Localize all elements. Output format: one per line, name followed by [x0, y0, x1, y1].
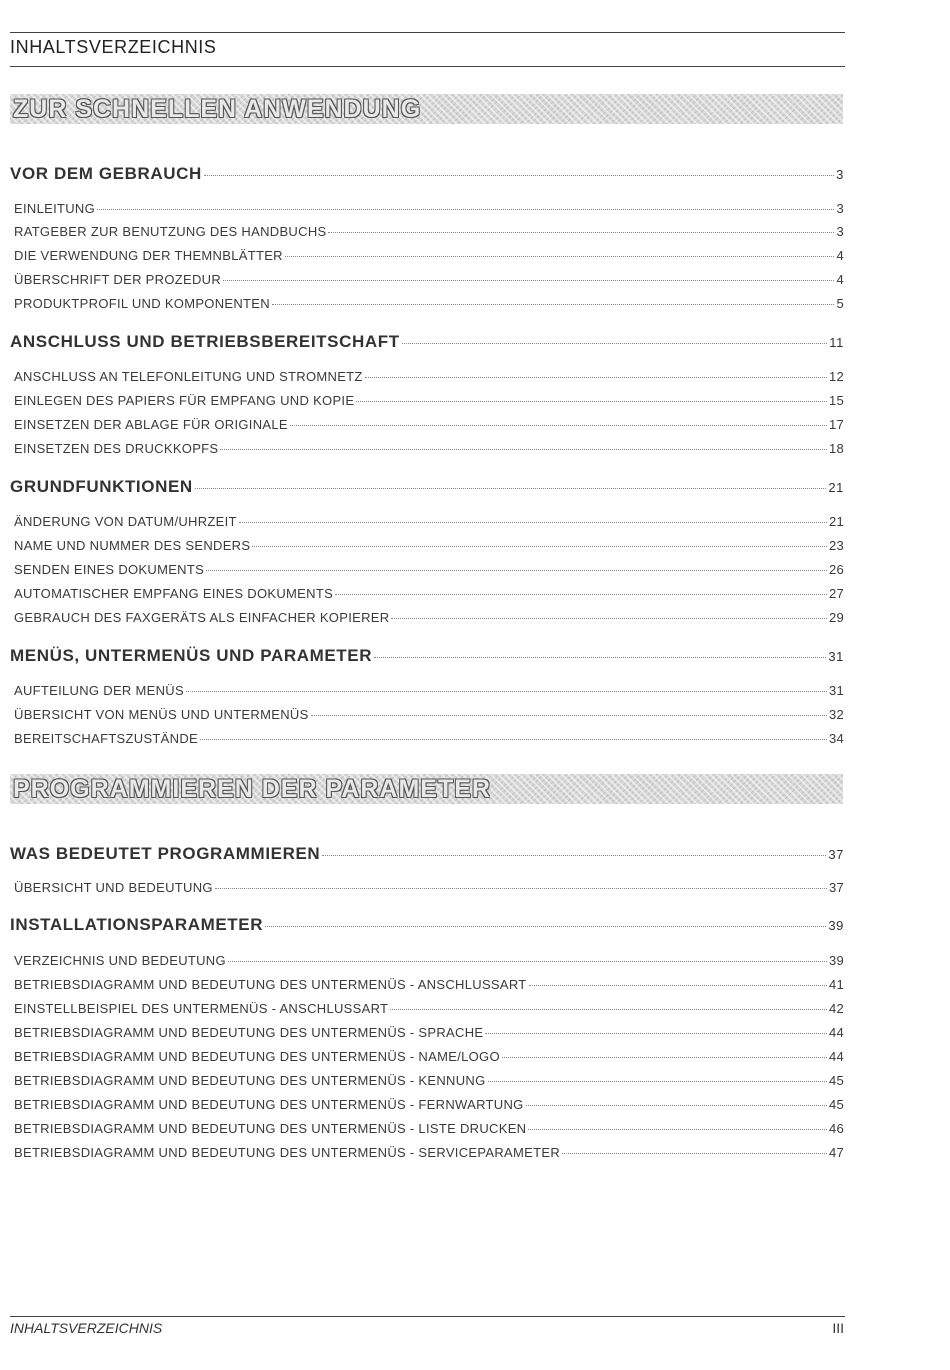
toc-page-number: 3 [836, 167, 844, 182]
toc-page-number: 41 [828, 977, 844, 992]
toc-page-number: 34 [828, 731, 844, 746]
toc-leader [391, 618, 827, 619]
toc-page-number: 31 [828, 649, 844, 664]
toc-entry[interactable] [14, 441, 844, 456]
toc-entry-title: RATGEBER ZUR BENUTZUNG DES HANDBUCHS [14, 224, 327, 239]
toc-leader [272, 304, 835, 305]
toc-entry[interactable] [14, 538, 844, 553]
toc-entry[interactable] [14, 880, 844, 895]
toc-page-number: 44 [828, 1049, 844, 1064]
toc-section[interactable] [10, 332, 844, 352]
toc-entry-title: ÄNDERUNG VON DATUM/UHRZEIT [14, 514, 237, 529]
toc-entry-title: BETRIEBSDIAGRAMM UND BEDEUTUNG DES UNTERMENÜS - NAME/LOGO [14, 1049, 500, 1064]
toc-entry[interactable] [14, 562, 844, 577]
toc-entry[interactable] [14, 977, 844, 992]
toc-page-number: 15 [828, 393, 844, 408]
part-banner-title: ZUR SCHNELLEN ANWENDUNG [13, 95, 422, 123]
toc-page-number: 42 [828, 1001, 844, 1016]
toc-page-number: 5 [836, 296, 844, 311]
toc-entry-title: BETRIEBSDIAGRAMM UND BEDEUTUNG DES UNTERMENÜS - SPRACHE [14, 1025, 484, 1040]
toc-leader [186, 691, 827, 692]
toc-page-number: 39 [828, 918, 844, 933]
toc-page-number: 45 [828, 1097, 844, 1112]
toc-entry-title: EINSETZEN DER ABLAGE FÜR ORIGINALE [14, 417, 288, 432]
toc-page-number: 3 [836, 201, 844, 216]
toc-section[interactable] [10, 164, 844, 184]
toc-section-title: MENÜS, UNTERMENÜS UND PARAMETER [10, 646, 373, 665]
toc-entry-title: BETRIEBSDIAGRAMM UND BEDEUTUNG DES UNTERMENÜS - FERNWARTUNG [14, 1097, 524, 1112]
toc-entry-title: BETRIEBSDIAGRAMM UND BEDEUTUNG DES UNTERMENÜS - LISTE DRUCKEN [14, 1121, 527, 1136]
toc-leader [195, 488, 827, 489]
toc-page-number: 11 [829, 335, 844, 350]
toc-page-number: 45 [828, 1073, 844, 1088]
toc-entry[interactable] [14, 707, 844, 722]
toc-section-title: WAS BEDEUTET PROGRAMMIEREN [10, 844, 321, 863]
toc-page-number: 32 [828, 707, 844, 722]
toc-leader [562, 1153, 827, 1154]
toc-entry-title: ANSCHLUSS AN TELEFONLEITUNG UND STROMNETZ [14, 369, 363, 384]
toc-entry[interactable] [14, 1049, 844, 1064]
toc-page-number: 21 [828, 480, 844, 495]
toc-section-title: INSTALLATIONSPARAMETER [10, 915, 264, 934]
toc-leader [328, 232, 834, 233]
toc-leader [290, 425, 827, 426]
toc-section[interactable] [10, 646, 844, 666]
toc-entry[interactable] [14, 514, 844, 529]
toc-entry[interactable] [14, 201, 844, 216]
toc-entry[interactable] [14, 296, 844, 311]
toc-page-number: 27 [828, 586, 844, 601]
toc-entry-title: AUFTEILUNG DER MENÜS [14, 683, 184, 698]
toc-leader [390, 1009, 827, 1010]
toc-entry-title: EINSETZEN DES DRUCKKOPFS [14, 441, 219, 456]
toc-leader [311, 715, 827, 716]
toc-page-number: 39 [828, 953, 844, 968]
header-rule [10, 66, 845, 67]
toc-leader [285, 256, 835, 257]
toc-entry-title: ÜBERSCHRIFT DER PROZEDUR [14, 272, 222, 287]
toc-leader [228, 961, 827, 962]
toc-entry[interactable] [14, 610, 844, 625]
toc-entry-title: ÜBERSICHT VON MENÜS UND UNTERMENÜS [14, 707, 309, 722]
toc-entry[interactable] [14, 586, 844, 601]
toc-entry[interactable] [14, 393, 844, 408]
toc-leader [529, 985, 827, 986]
toc-page-number: 4 [836, 248, 844, 263]
footer-rule [10, 1316, 845, 1317]
page-footer-title: INHALTSVERZEICHNIS [10, 1320, 163, 1336]
toc-leader [526, 1105, 827, 1106]
toc-entry-title: GEBRAUCH DES FAXGERÄTS ALS EINFACHER KOPIERER [14, 610, 390, 625]
toc-entry-title: EINLEGEN DES PAPIERS FÜR EMPFANG UND KOPIE [14, 393, 355, 408]
toc-entry[interactable] [14, 1025, 844, 1040]
toc-entry-title: BETRIEBSDIAGRAMM UND BEDEUTUNG DES UNTERMENÜS - SERVICEPARAMETER [14, 1145, 561, 1160]
toc-leader [215, 888, 827, 889]
toc-page-number: 21 [828, 514, 844, 529]
toc-entry-title: BETRIEBSDIAGRAMM UND BEDEUTUNG DES UNTERMENÜS - KENNUNG [14, 1073, 486, 1088]
toc-leader [252, 546, 827, 547]
toc-page-number: 44 [828, 1025, 844, 1040]
toc-page-number: 37 [828, 847, 844, 862]
toc-leader [204, 175, 834, 176]
toc-page-number: 23 [828, 538, 844, 553]
toc-entry-title: NAME UND NUMMER DES SENDERS [14, 538, 251, 553]
toc-entry[interactable] [14, 1121, 844, 1136]
toc-page-number: 26 [828, 562, 844, 577]
part-banner-quick-use [10, 94, 843, 124]
toc-leader [265, 926, 826, 927]
toc-entry-title: VERZEICHNIS UND BEDEUTUNG [14, 953, 226, 968]
toc-entry-title: DIE VERWENDUNG DER THEMNBLÄTTER [14, 248, 283, 263]
toc-section-title: VOR DEM GEBRAUCH [10, 164, 202, 183]
toc-leader [206, 570, 827, 571]
toc-leader [528, 1129, 827, 1130]
toc-entry-title: BETRIEBSDIAGRAMM UND BEDEUTUNG DES UNTERMENÜS - ANSCHLUSSART [14, 977, 527, 992]
toc-entry[interactable] [14, 272, 844, 287]
toc-entry[interactable] [14, 224, 844, 239]
toc-entry[interactable] [14, 953, 844, 968]
toc-entry-title: BEREITSCHAFTSZUSTÄNDE [14, 731, 198, 746]
toc-leader [488, 1081, 827, 1082]
toc-leader [335, 594, 827, 595]
toc-page-number: 4 [836, 272, 844, 287]
toc-entry[interactable] [14, 248, 844, 263]
toc-leader [356, 401, 827, 402]
toc-section[interactable] [10, 915, 844, 935]
toc-page-number: 18 [828, 441, 844, 456]
toc-section-title: ANSCHLUSS UND BETRIEBSBEREITSCHAFT [10, 332, 400, 351]
toc-page-number: 17 [828, 417, 844, 432]
toc-page-number: 12 [828, 369, 844, 384]
part-banner-title: PROGRAMMIEREN DER PARAMETER [13, 775, 491, 803]
toc-leader [220, 449, 827, 450]
toc-leader [374, 657, 826, 658]
part-banner-programming [10, 774, 843, 804]
toc-entry-title: SENDEN EINES DOKUMENTS [14, 562, 205, 577]
toc-entry[interactable] [14, 731, 844, 746]
toc-leader [239, 522, 827, 523]
toc-leader [322, 855, 826, 856]
toc-entry-title: AUTOMATISCHER EMPFANG EINES DOKUMENTS [14, 586, 334, 601]
toc-entry-title: PRODUKTPROFIL UND KOMPONENTEN [14, 296, 270, 311]
toc-entry[interactable] [14, 1097, 844, 1112]
toc-entry-title: ÜBERSICHT UND BEDEUTUNG [14, 880, 213, 895]
toc-section-title: GRUNDFUNKTIONEN [10, 477, 193, 496]
toc-entry-title: EINLEITUNG [14, 201, 96, 216]
toc-leader [223, 280, 834, 281]
toc-page-number: 47 [828, 1145, 844, 1160]
toc-section[interactable] [10, 477, 844, 497]
toc-entry[interactable] [14, 1145, 844, 1160]
toc-page-number: 29 [828, 610, 844, 625]
toc-entry[interactable] [14, 417, 844, 432]
toc-entry[interactable] [14, 1001, 844, 1016]
toc-leader [97, 209, 834, 210]
toc-entry-title: EINSTELLBEISPIEL DES UNTERMENÜS - ANSCHLUSSART [14, 1001, 389, 1016]
toc-leader [485, 1033, 827, 1034]
toc-page-number: 46 [828, 1121, 844, 1136]
toc-entry[interactable] [14, 683, 844, 698]
toc-leader [200, 739, 827, 740]
page-header-title: INHALTSVERZEICHNIS [10, 37, 217, 57]
toc-leader [365, 377, 827, 378]
toc-page-number: 37 [828, 880, 844, 895]
toc-section[interactable] [10, 844, 844, 864]
toc-page-number: 31 [828, 683, 844, 698]
top-rule [10, 32, 845, 33]
toc-entry[interactable] [14, 369, 844, 384]
toc-leader [402, 343, 828, 344]
toc-entry[interactable] [14, 1073, 844, 1088]
toc-leader [502, 1057, 827, 1058]
page-footer-number: III [832, 1320, 844, 1336]
toc-page-number: 3 [836, 224, 844, 239]
